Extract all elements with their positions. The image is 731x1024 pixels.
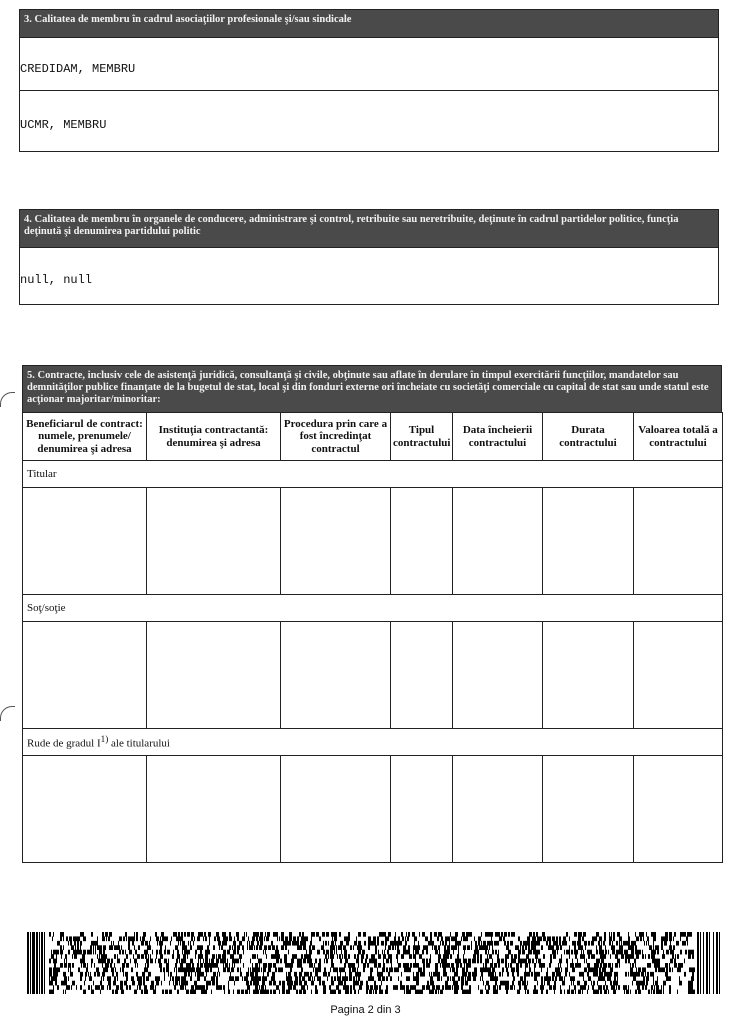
column-header: Tipul contractului [391, 413, 453, 461]
column-header: Procedura prin care a fost încredinţat contractul [281, 413, 391, 461]
entry-row [20, 91, 718, 150]
column-header: Instituţia contractantă: denumirea şi adresa [147, 413, 281, 461]
party-entry: null, null [20, 273, 93, 287]
section-4 [19, 209, 719, 305]
contracts-table [22, 412, 723, 863]
section-4-title: 4. Calitatea de membru în organele de conducere, administrare şi control, retribuite sau neretribuite, deţinute în cadrul partidelor politice, funcţia deţinută şi denumirea partidului politic [20, 210, 718, 248]
table-row [23, 488, 723, 595]
section-3-title: 3. Calitatea de membru în cadrul asociaţiilor profesionale şi/sau sindicale [20, 10, 718, 38]
entry-row [20, 38, 718, 91]
entry-row [20, 248, 718, 303]
punch-hole-mark [0, 392, 15, 407]
section-5 [22, 365, 722, 873]
table-row [23, 756, 723, 863]
table-row [23, 622, 723, 729]
membership-entry: CREDIDAM, MEMBRU [20, 62, 136, 76]
group-label-titular: Titular [23, 461, 723, 488]
column-header: Durata contractului [543, 413, 634, 461]
group-label-spouse: Soţ/soţie [23, 595, 723, 622]
footnote-ref: 1) [100, 734, 109, 745]
relatives-label: Rude de gradul I [27, 737, 101, 750]
section-3 [19, 9, 719, 152]
punch-hole-mark [0, 706, 15, 721]
membership-entry: UCMR, MEMBRU [20, 118, 107, 132]
group-label-relatives [23, 729, 723, 756]
column-header: Data încheierii contractului [453, 413, 543, 461]
section-5-title: 5. Contracte, inclusiv cele de asistenţă juridică, consultanţă şi civile, obţinute sau aflate în derulare în timpul exercitării funcţiilor, mandatelor sau demnităţilor publice finanţate de la bugetul de stat, local şi din fonduri externe ori încheiate cu societăţi comerciale cu capital de stat sau unde statul este acţionar majoritar/minoritar: [22, 365, 722, 412]
relatives-suffix: ale titularului [108, 737, 170, 750]
pdf417-barcode [27, 932, 721, 994]
column-header: Beneficiarul de contract: numele, prenumele/ denumirea şi adresa [23, 413, 147, 461]
column-header: Valoarea totală a contractului [634, 413, 723, 461]
page-number: Pagina 2 din 3 [330, 1004, 401, 1016]
